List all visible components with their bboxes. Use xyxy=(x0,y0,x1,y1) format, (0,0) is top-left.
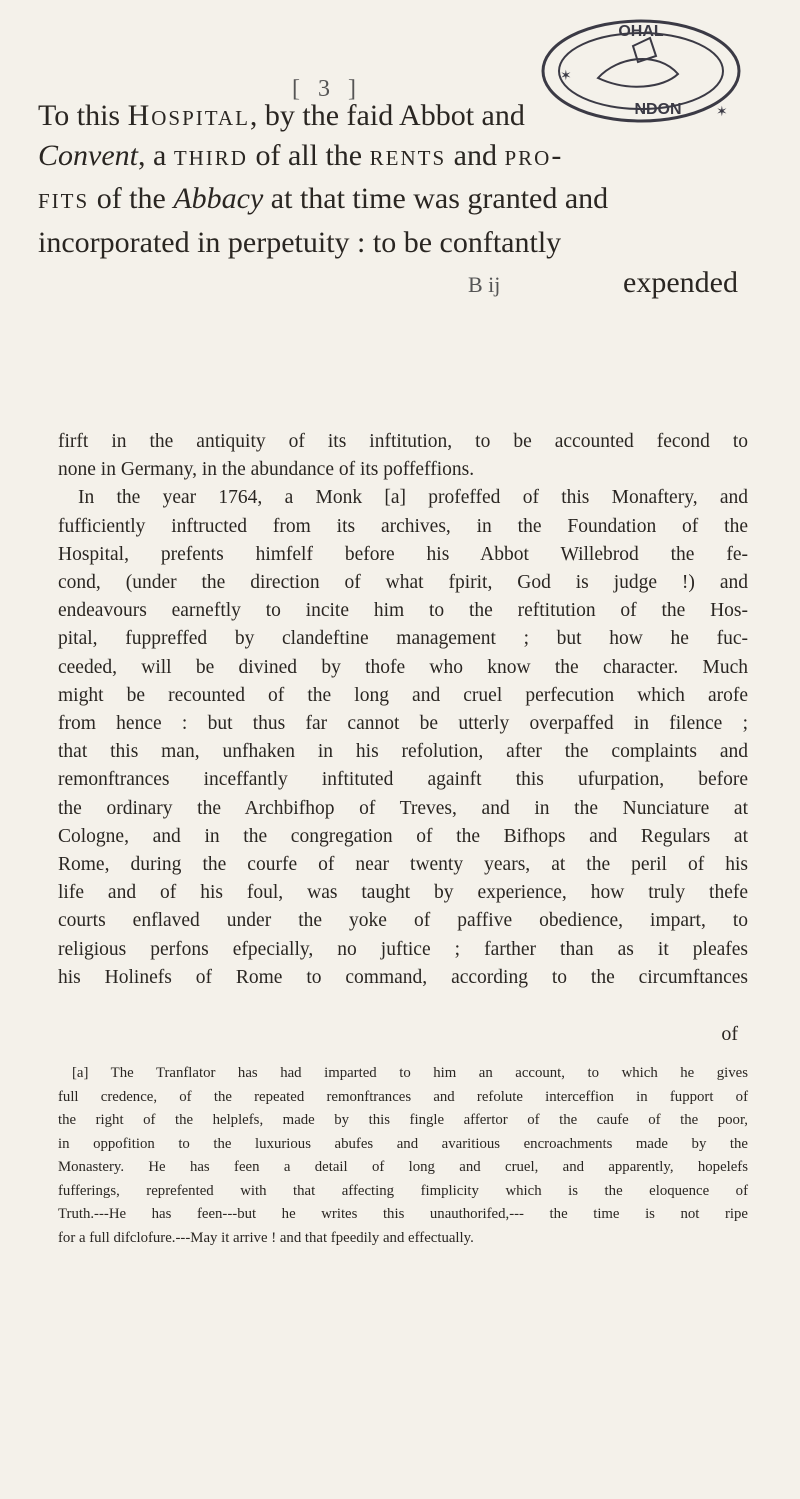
body-line: courts enflaved under the yoke of paffive obedience, impart, to xyxy=(58,910,748,932)
svg-text:NDON: NDON xyxy=(634,101,682,118)
hospital-smallcaps: Hospital xyxy=(127,99,250,132)
body-line: life and of his foul, was taught by experience, how truly thefe xyxy=(58,882,748,904)
body-line: none in Germany, in the abundance of its poffeffions. xyxy=(58,459,475,481)
body-line: Cologne, and in the congregation of the Bifhops and Regulars at xyxy=(58,825,748,847)
svg-text:✶: ✶ xyxy=(560,69,572,84)
heading-line-1: To this Hospital, by the faid Abbot and xyxy=(38,99,525,132)
body-line: firft in the antiquity of its inftitution, to be accounted fecond to xyxy=(58,431,748,452)
catchword: of xyxy=(721,1023,738,1045)
svg-text:✶: ✶ xyxy=(716,105,728,120)
footnote-line: Monastery. He has feen a detail of long and cruel, and apparently, hopelefs xyxy=(58,1159,748,1175)
footnote-line: [a] The Tranflator has had imparted to him an account, to which he gives xyxy=(72,1065,748,1081)
body-line: religious perfons efpecially, no juftice ; farther than as it pleafes xyxy=(58,938,748,960)
heading-line-2: Convent, a third of all the rents and pro- xyxy=(38,139,564,172)
body-line: remonftrances inceffantly inftituted againft this ufurpation, before xyxy=(58,769,748,791)
heading-line-3: fits of the Abbacy at that time was granted and xyxy=(38,182,609,215)
footnote-line: Truth.---He has feen---but he writes this unauthorifed,--- the time is not ripe xyxy=(58,1206,748,1222)
svg-text:OHAL: OHAL xyxy=(618,23,664,40)
footnote-line: in oppofition to the luxurious abufes and avaritious encroachments made by the xyxy=(58,1135,748,1152)
body-line: pital, fuppreffed by clandeftine management ; but how he fuc- xyxy=(58,628,748,650)
footnote-line: the right of the helplefs, made by this fingle affertor of the caufe of the poor, xyxy=(58,1112,748,1128)
body-text xyxy=(58,428,748,992)
body-line: endeavours earneftly to incite him to the reftitution of the Hos- xyxy=(58,600,748,622)
footnote-line: fufferings, reprefented with that affecting fimplicity which is the eloquence of xyxy=(58,1182,748,1199)
footnote xyxy=(58,1062,748,1250)
body-line: cond, (under the direction of what fpirit, God is judge !) and xyxy=(58,572,748,594)
footnote-line: for a full difclofure.---May it arrive ! and that fpeedily and effectually. xyxy=(58,1229,474,1246)
body-line: Rome, during the courfe of near twenty years, at the peril of his xyxy=(58,854,748,876)
body-line: In the year 1764, a Monk [a] profeffed of this Monaftery, and xyxy=(78,487,748,509)
heading-line-4: incorporated in perpetuity : to be conftantly xyxy=(38,226,562,259)
body-line: fufficiently inftructed from its archives, in the Foundation of the xyxy=(58,515,748,537)
signature-mark: B ij xyxy=(468,272,501,297)
body-line: the ordinary the Archbifhop of Treves, and in the Nunciature at xyxy=(58,797,748,819)
footnote-line: full credence, of the repeated remonftrances and refolute interceffion in fupport of xyxy=(58,1088,748,1105)
body-line: Hospital, prefents himfelf before his Abbot Willebrod the fe- xyxy=(58,543,748,565)
body-line: from hence : but thus far cannot be utterly overpaffed in filence ; xyxy=(58,713,748,735)
body-line: his Holinefs of Rome to command, according to the circumftances xyxy=(58,966,748,988)
body-line: that this man, unfhaken in his refolution, after the complaints and xyxy=(58,741,748,763)
body-line: might be recounted of the long and cruel perfecution which arofe xyxy=(58,684,748,706)
catchword-top: expended xyxy=(623,266,738,299)
body-line: ceeded, will be divined by thofe who know the character. Much xyxy=(58,656,748,678)
page-number: [ 3 ] xyxy=(292,76,362,102)
